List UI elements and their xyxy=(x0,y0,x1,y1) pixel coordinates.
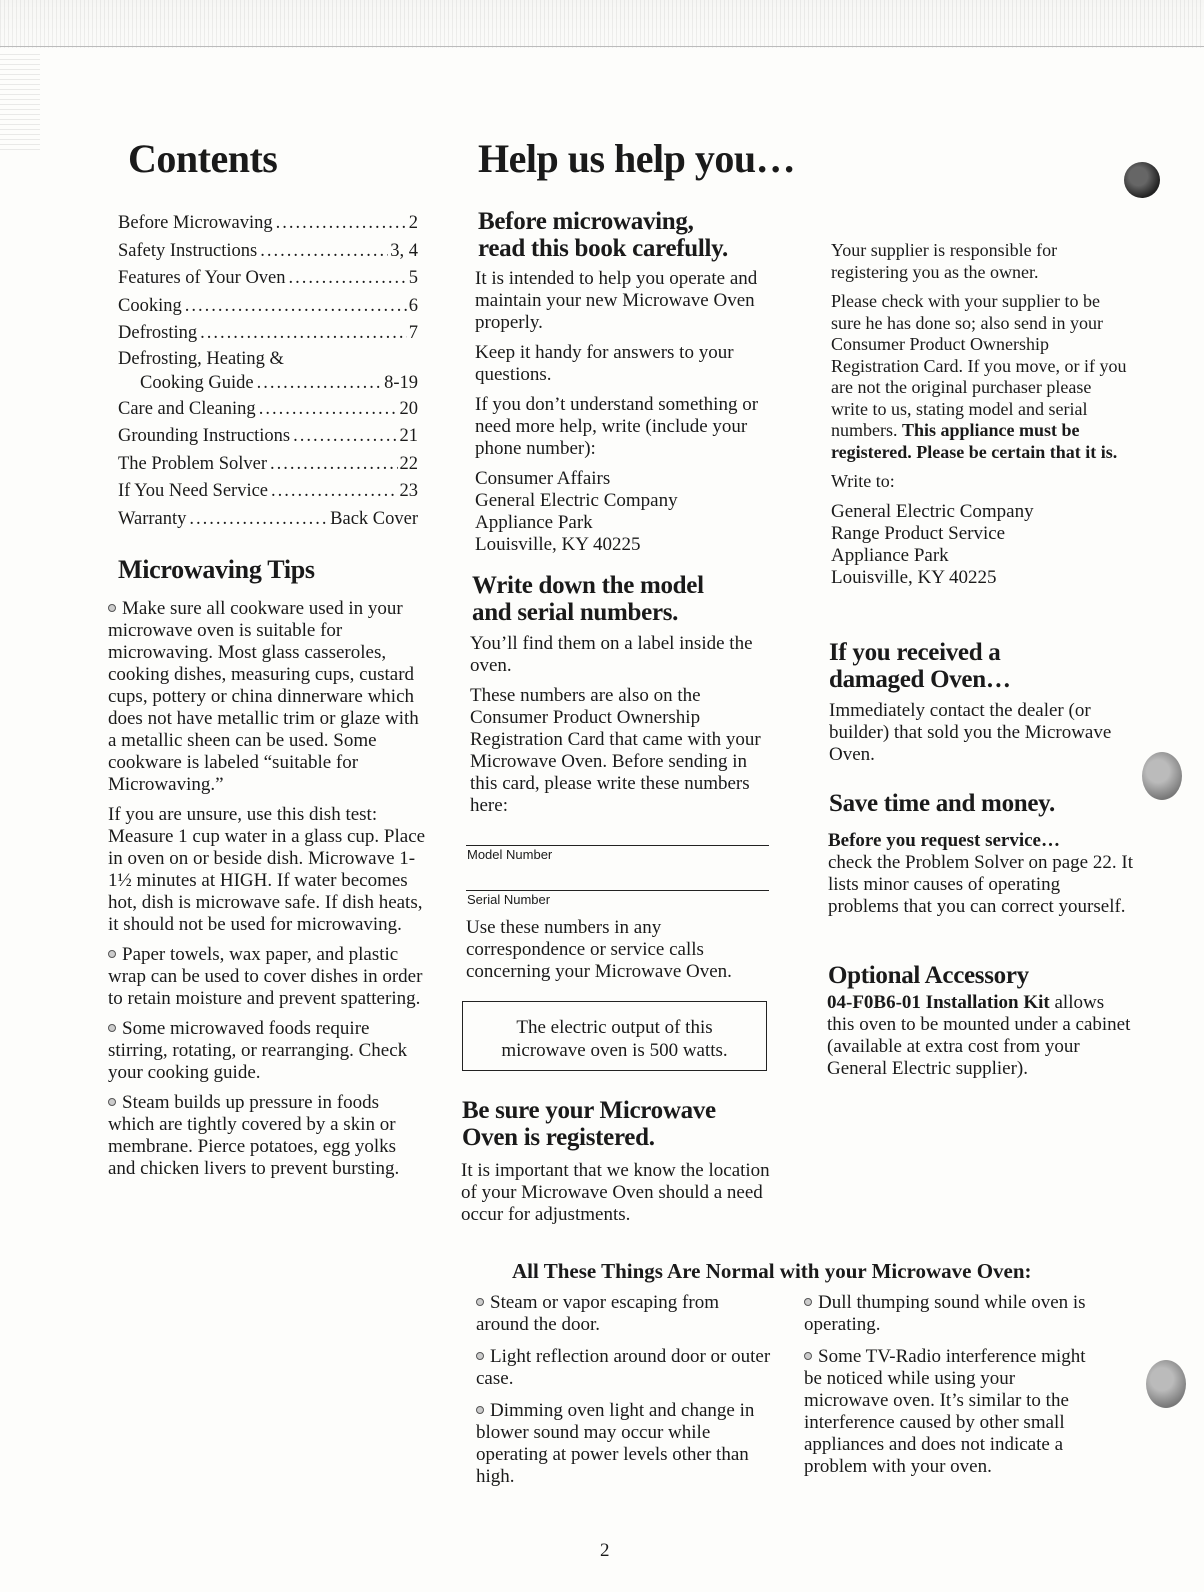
toc-entry: Safety Instructions ..... 3, 4 xyxy=(118,238,418,266)
bullet-icon xyxy=(804,1352,812,1360)
bullet-icon xyxy=(476,1352,484,1360)
model-number-line xyxy=(466,845,769,846)
write-paragraph: You’ll find them on a label inside the oven. xyxy=(470,633,753,676)
normal-item: Dull thumping sound while oven is operating. xyxy=(804,1292,1086,1335)
accessory-kit-name: 04-F0B6-01 Installation Kit xyxy=(827,992,1050,1013)
supplier-paragraph: Your supplier is responsible for registering you as the owner. xyxy=(831,240,1058,282)
accessory-heading: Optional Accessory xyxy=(828,962,1029,989)
bullet-icon xyxy=(108,950,116,958)
tip-paragraph: Paper towels, wax paper, and plastic wrap can be used to cover dishes in order to retain moisture and prevent spattering. xyxy=(108,944,423,1009)
before-section xyxy=(475,268,775,556)
supplier-section xyxy=(831,240,1131,589)
bullet-icon xyxy=(476,1406,484,1414)
output-notice-text: The electric output of this microwave oven is 500 watts. xyxy=(501,1017,728,1061)
save-time-paragraph: check the Problem Solver on page 22. It lists minor causes of operating problems that you can correct yourself. xyxy=(828,852,1133,917)
write-down-section xyxy=(470,633,770,825)
tip-paragraph: Some microwaved foods require stirring, rotating, or rearranging. Check your cooking guide. xyxy=(108,1018,408,1083)
toc-entry: Cooking ..... 6 xyxy=(118,293,418,321)
page-number: 2 xyxy=(600,1540,610,1561)
toc-entry: Cooking Guide ..... 8-19 xyxy=(118,370,418,396)
accessory-paragraph: 04-F0B6-01 Installation Kit allows this oven to be mounted under a cabinet (available at extra cost from your General Electric supplier). xyxy=(827,992,1131,1079)
scan-rule-top xyxy=(0,46,1204,47)
consumer-affairs-address: Consumer Affairs General Electric Company Appliance Park Louisville, KY 40225 xyxy=(475,468,678,555)
write-down-heading: Write down the model and serial numbers. xyxy=(472,572,704,626)
before-heading: Before microwaving, read this book carefully. xyxy=(478,208,728,262)
toc-entry: Defrosting, Heating & xyxy=(118,348,284,369)
normal-item: Some TV-Radio interference might be noticed while using your microwave oven. It’s similar to the interference caused by other small appliances and does not indicate a problem with your oven. xyxy=(804,1346,1086,1477)
toc-entry: Warranty ..... Back Cover xyxy=(118,506,418,534)
before-paragraph: If you don’t understand something or need more help, write (include your phone number): xyxy=(475,394,759,459)
serial-number-label: Serial Number xyxy=(467,892,551,907)
toc-entry: If You Need Service ..... 23 xyxy=(118,478,418,506)
tip-paragraph: Steam builds up pressure in foods which are tightly covered by a skin or membrane. Pierce potatoes, egg yolks and chicken livers to prevent bursting. xyxy=(108,1092,400,1179)
normal-item: Dimming oven light and change in blower sound may occur while operating at power levels other than high. xyxy=(476,1400,755,1487)
binder-hole-icon xyxy=(1142,752,1182,800)
toc-entry: The Problem Solver ..... 22 xyxy=(118,451,418,479)
write-to-label: Write to: xyxy=(831,471,895,491)
normal-item: Light reflection around door or outer case. xyxy=(476,1346,771,1389)
tips-heading: Microwaving Tips xyxy=(118,555,315,584)
bullet-icon xyxy=(108,604,116,612)
normal-heading: All These Things Are Normal with your Microwave Oven: xyxy=(512,1259,1032,1283)
bullet-icon xyxy=(108,1098,116,1106)
use-numbers-paragraph: Use these numbers in any correspondence or service calls concerning your Microwave Oven. xyxy=(466,917,732,982)
help-title: Help us help you… xyxy=(478,136,796,181)
tip-paragraph: Make sure all cookware used in your microwave oven is suitable for microwaving. Most glass casseroles, cooking dishes, measuring cups, custard cups, pottery or china dinnerware which does not have metallic trim or glaze with a metallic sheen can be used. Some cookware is labeled “suitable for Microwaving.” xyxy=(108,598,419,795)
contents-title: Contents xyxy=(128,136,278,181)
output-notice-box xyxy=(462,1001,767,1071)
save-time-section xyxy=(828,830,1133,918)
binder-hole-icon xyxy=(1124,162,1160,198)
damaged-paragraph: Immediately contact the dealer (or builder) that sold you the Microwave Oven. xyxy=(829,700,1112,765)
normal-right-list xyxy=(804,1292,1104,1486)
toc-entry: Grounding Instructions ..... 21 xyxy=(118,423,418,451)
toc-entry: Defrosting ..... 7 xyxy=(118,320,418,348)
binder-hole-icon xyxy=(1146,1360,1186,1408)
before-paragraph: Keep it handy for answers to your questions. xyxy=(475,342,734,385)
bullet-icon xyxy=(108,1024,116,1032)
serial-number-line xyxy=(466,890,769,891)
tips-section xyxy=(108,598,426,1188)
before-paragraph: It is intended to help you operate and maintain your new Microwave Oven properly. xyxy=(475,268,758,333)
save-time-subheading: Before you request service… xyxy=(828,830,1060,851)
toc-entry: Before Microwaving ..... 2 xyxy=(118,210,418,238)
model-number-label: Model Number xyxy=(467,847,553,862)
contents-list xyxy=(118,210,418,533)
supplier-paragraph: Please check with your supplier to be sure he has done so; also send in your Consumer Product Ownership Registration Card. If you move, or if you are not the original purchaser please write to us, stating model and serial numbers. This appliance must be registered. Please be certain that it is. xyxy=(831,291,1127,462)
toc-entry: Care and Cleaning ..... 20 xyxy=(118,396,418,424)
write-paragraph: These numbers are also on the Consumer Product Ownership Registration Card that came with your Microwave Oven. Before sending in this card, please write these numbers here: xyxy=(470,685,761,816)
scan-noise-top xyxy=(0,0,1204,48)
normal-left-list xyxy=(476,1292,776,1496)
damaged-heading: If you received a damaged Oven… xyxy=(829,639,1011,693)
registered-paragraph: It is important that we know the location of your Microwave Oven should a need occur for adjustments. xyxy=(461,1160,770,1225)
bullet-icon xyxy=(804,1298,812,1306)
normal-item: Steam or vapor escaping from around the door. xyxy=(476,1292,719,1335)
registered-heading: Be sure your Microwave Oven is registered. xyxy=(462,1097,716,1151)
bullet-icon xyxy=(476,1298,484,1306)
scan-noise-left xyxy=(0,50,40,150)
range-service-address: General Electric Company Range Product Service Appliance Park Louisville, KY 40225 xyxy=(831,500,1034,588)
toc-entry: Features of Your Oven ..... 5 xyxy=(118,265,418,293)
tip-paragraph: If you are unsure, use this dish test: Measure 1 cup water in a glass cup. Place in oven on or beside dish. Microwave 1-1½ minutes at HIGH. If water becomes hot, dish is microwave safe. If dish heats, it should not be used for microwaving. xyxy=(108,804,426,935)
save-time-heading: Save time and money. xyxy=(829,790,1055,817)
